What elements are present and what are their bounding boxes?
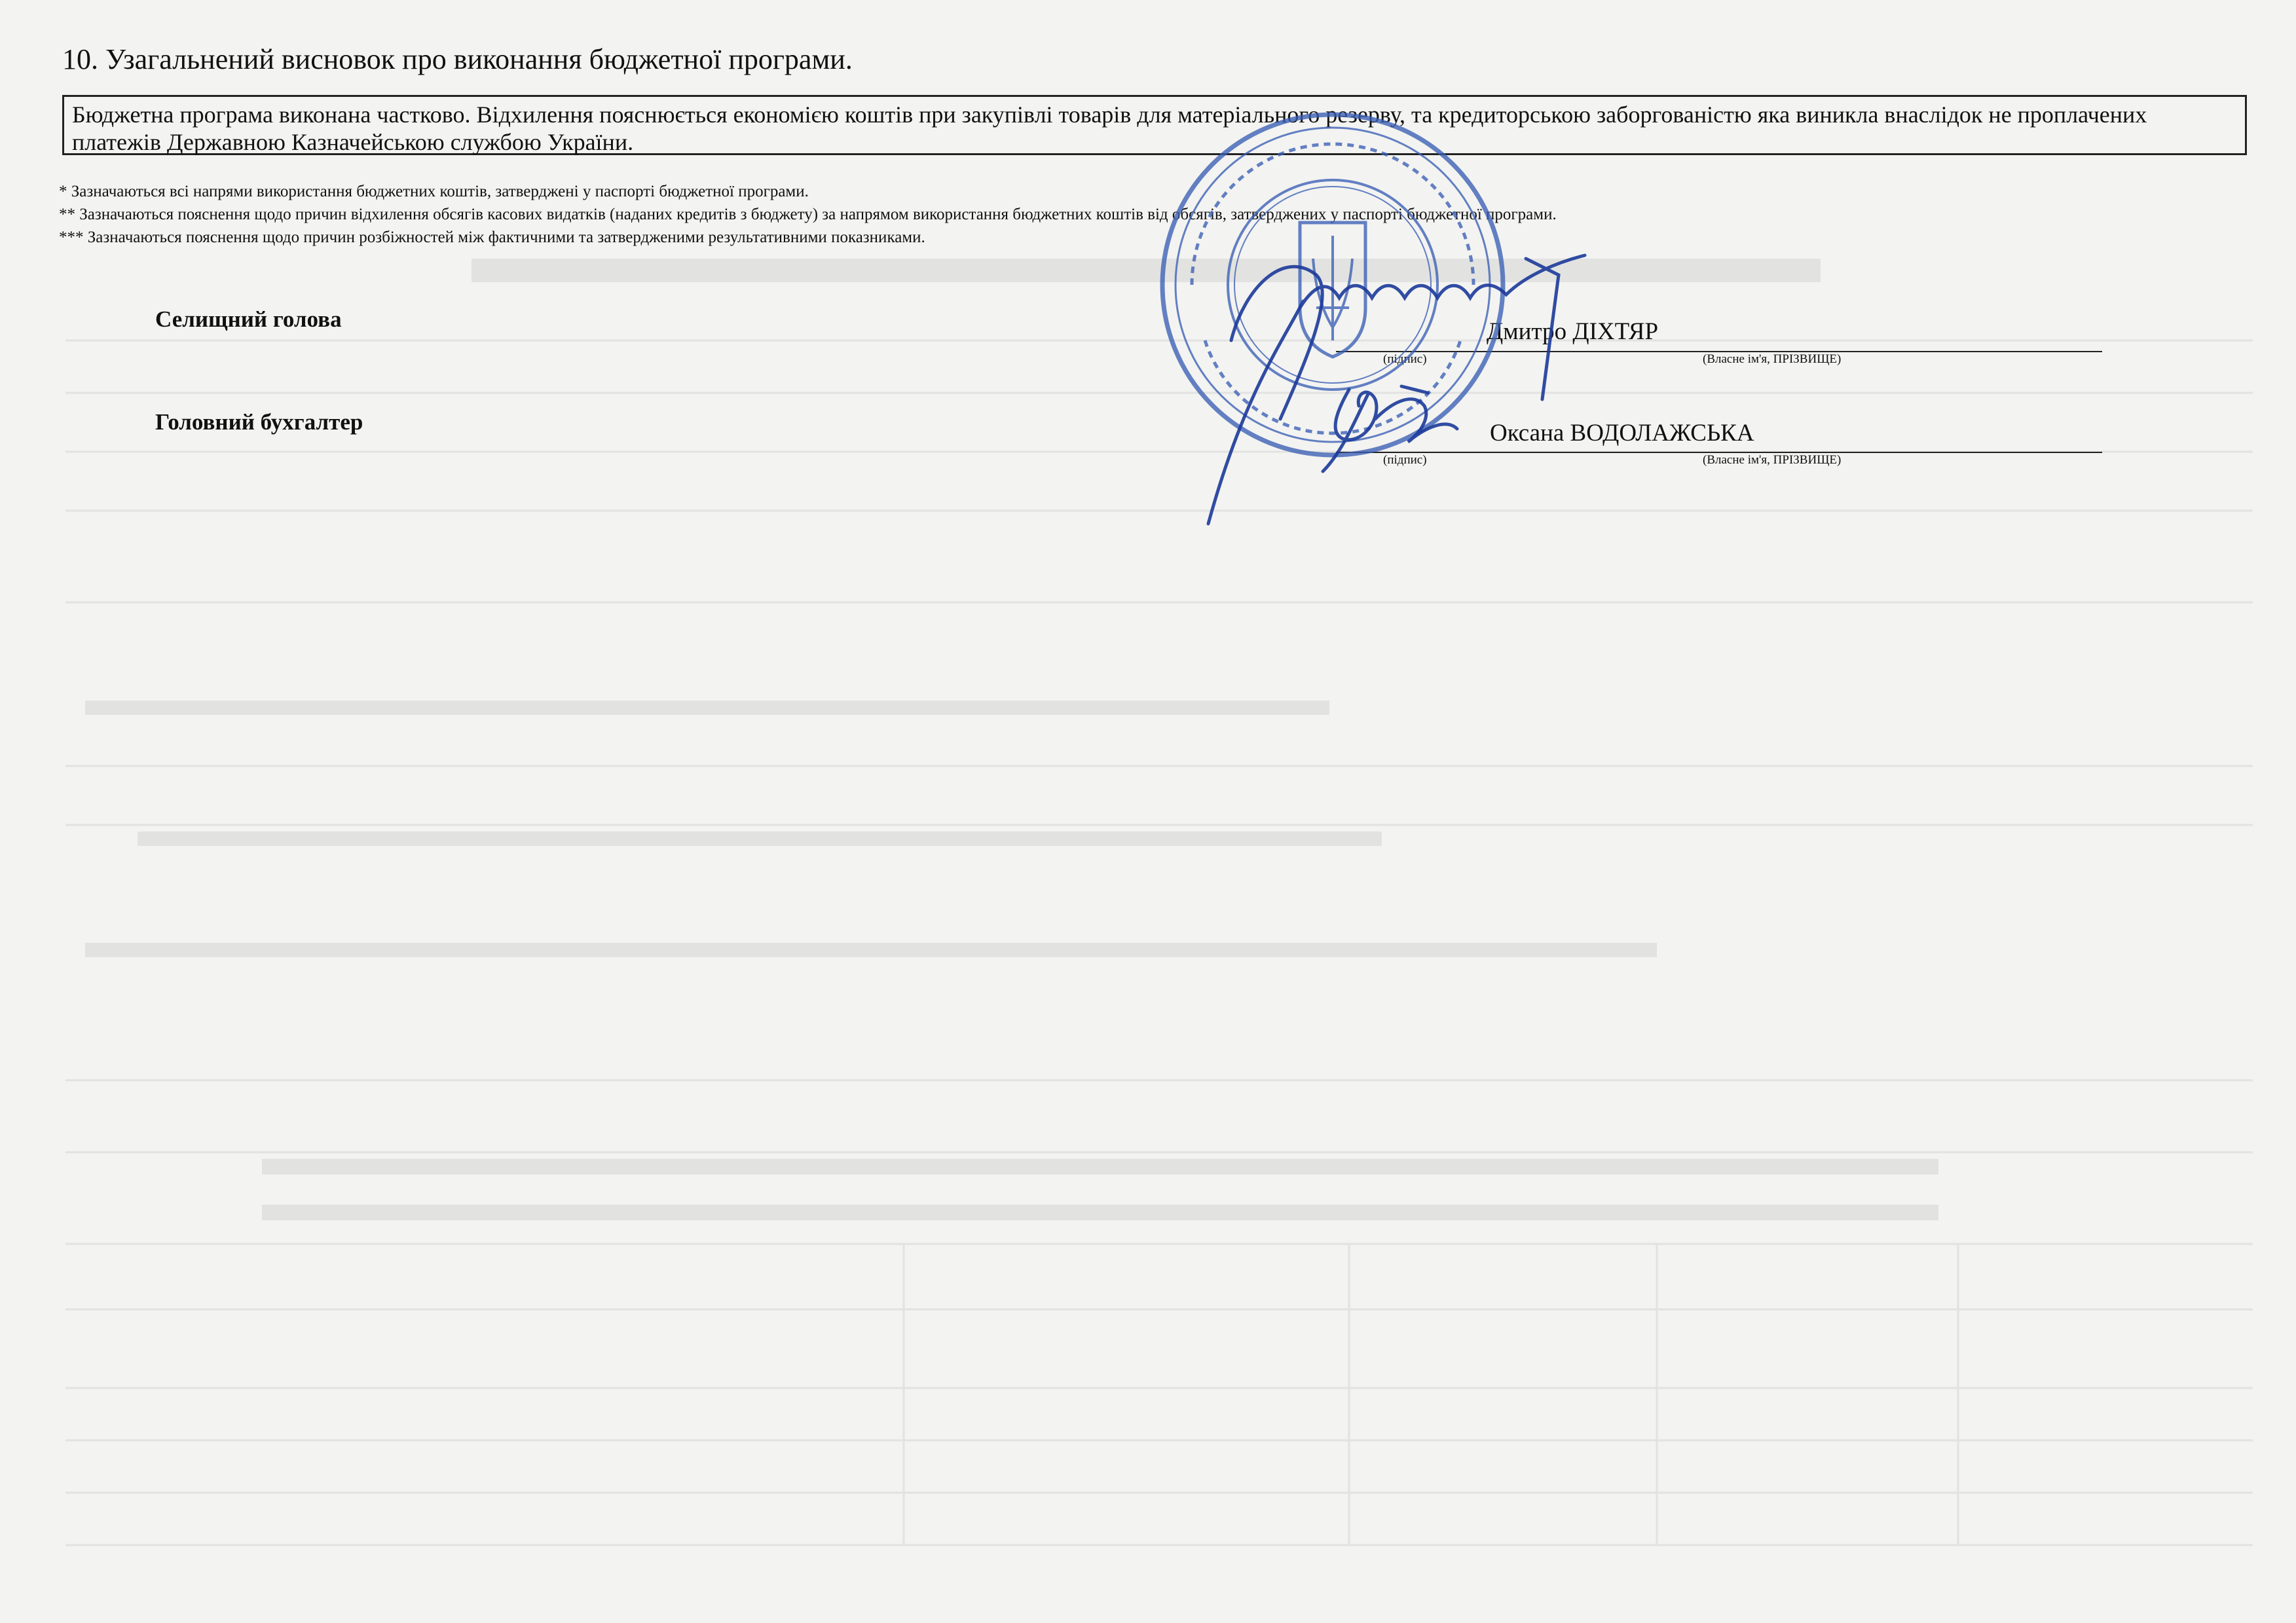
sign-caption-accountant: (підпис) xyxy=(1383,453,1427,467)
handwritten-signature-head xyxy=(1208,255,1585,524)
handwritten-signature-accountant xyxy=(1323,386,1457,471)
footnote-2: ** Зазначаються пояснення щодо причин відхилення обсягів касових видатків (наданих кредитів з бюджету) за напрямом використання бюджетних коштів від обсягів, затверджених у паспорті бюджетної програми. xyxy=(59,206,1557,223)
footnote-3: *** Зазначаються пояснення щодо причин розбіжностей між фактичними та затвердженими результативними показниками. xyxy=(59,228,925,246)
name-caption-head: (Власне ім'я, ПРІЗВИЩЕ) xyxy=(1703,352,1842,366)
conclusion-text-box: Бюджетна програма виконана частково. Відхилення пояснюється економією коштів при закупівлі товарів для матеріального резерву, та кредиторською заборгованістю яка виникла внаслідок не проплачених платежів Державною Казначейською службою України. xyxy=(62,95,2247,155)
name-caption-accountant: (Власне ім'я, ПРІЗВИЩЕ) xyxy=(1703,453,1842,467)
signatory-name-head: Дмитро ДІХТЯР xyxy=(1487,318,1659,345)
signatory-name-accountant: Оксана ВОДОЛАЖСЬКА xyxy=(1490,420,1754,447)
signatory-role-head: Селищний голова xyxy=(155,306,342,332)
sign-caption-head: (підпис) xyxy=(1383,352,1427,366)
footnote-1: * Зазначаються всі напрями використання бюджетних коштів, затверджені у паспорті бюджетної програми. xyxy=(59,183,809,200)
signatory-role-accountant: Головний бухгалтер xyxy=(155,409,363,435)
section-title: 10. Узагальнений висновок про виконання бюджетної програми. xyxy=(62,43,853,75)
